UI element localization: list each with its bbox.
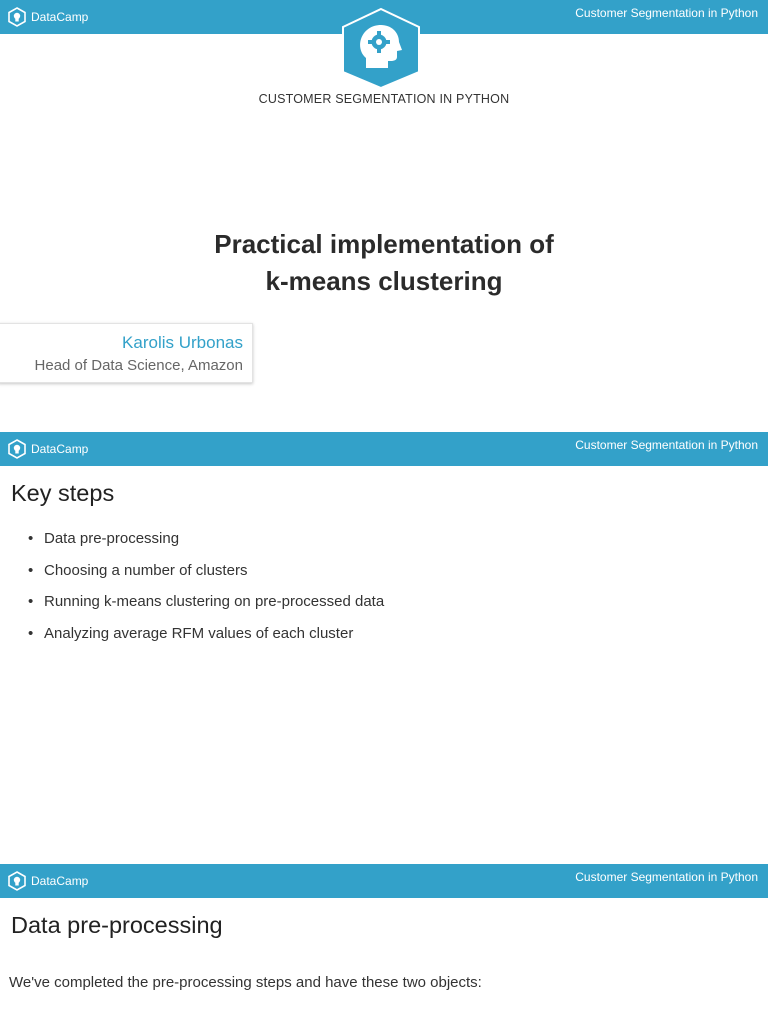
slide-title-line-1: Practical implementation of xyxy=(214,229,554,259)
key-steps-list xyxy=(24,530,384,656)
brand-label: DataCamp xyxy=(31,10,89,24)
course-title: Customer Segmentation in Python xyxy=(575,870,758,884)
list-item: • Data pre-processing xyxy=(44,530,384,562)
speaker-name: Karolis Urbonas xyxy=(122,333,243,352)
list-item: • Choosing a number of clusters xyxy=(44,562,384,594)
datacamp-logo-icon xyxy=(8,871,26,891)
course-title: Customer Segmentation in Python xyxy=(575,6,758,20)
speaker-card xyxy=(0,323,253,383)
datacamp-brand[interactable] xyxy=(8,870,88,892)
brand-label: DataCamp xyxy=(31,442,89,456)
speaker-role: Head of Data Science, Amazon xyxy=(34,357,243,374)
slide-header xyxy=(0,864,768,898)
preprocessing-slide xyxy=(0,864,768,1024)
slide-heading: Key steps xyxy=(11,480,115,506)
head-gear-icon xyxy=(338,6,424,90)
datacamp-brand[interactable] xyxy=(8,6,88,28)
slide-heading: Data pre-processing xyxy=(11,912,223,938)
slide-title-line-2: k-means clustering xyxy=(265,266,503,296)
datacamp-brand[interactable] xyxy=(8,438,88,460)
slide-header xyxy=(0,432,768,466)
list-item: • Analyzing average RFM values of each cluster xyxy=(44,625,384,657)
list-item: • Running k-means clustering on pre-processed data xyxy=(44,593,384,625)
datacamp-logo-icon xyxy=(8,439,26,459)
slide-body-text: We've completed the pre-processing steps and have these two objects: xyxy=(9,974,482,991)
course-title: Customer Segmentation in Python xyxy=(575,438,758,452)
brand-label: DataCamp xyxy=(31,874,89,888)
slide-title xyxy=(0,226,768,300)
key-steps-slide xyxy=(0,432,768,864)
datacamp-logo-icon xyxy=(8,7,26,27)
title-slide xyxy=(0,0,768,432)
course-caption: CUSTOMER SEGMENTATION IN PYTHON xyxy=(258,92,510,106)
